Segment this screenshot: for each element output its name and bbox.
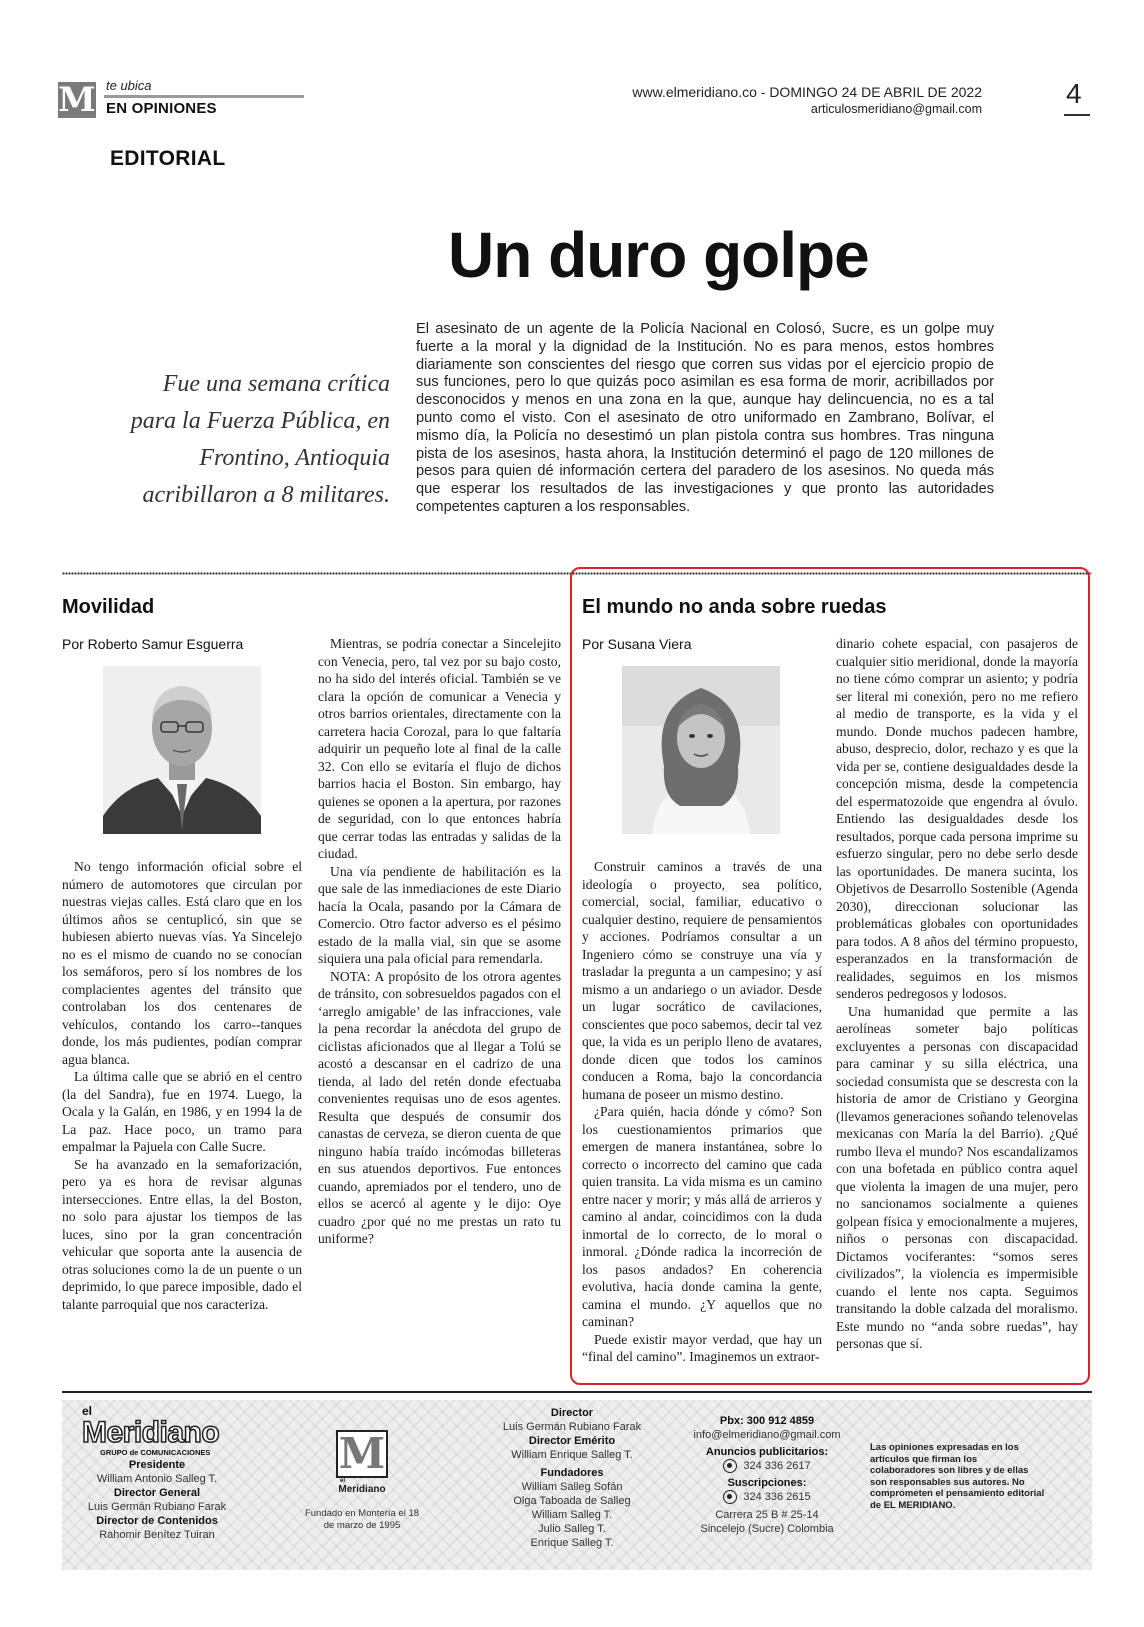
brand-name: Meridiano [82, 1416, 220, 1449]
director-emerito-label: Director Emérito [528, 1435, 616, 1447]
paragraph: Una humanidad que permite a las aerolíneas someter bajo políticas excluyentes a personas con discapacidad para caminar y su silla eléctrica, una sociedad consumista que se descresta con la historia de amor de Cristiano y Georgina (llevamos generaciones soñando telenovelas mexicanas con María la del Barrio). ¿Qué rumbo lleva el mundo? Nos escandalizamos con una bofetada en público contra aquel que violenta la imagen de una mujer, pero no sancionamos socialmente a quienes golpean física y emocionalmente a mujeres, niños o personas con discapacidad. Dictamos vociferantes: “somos seres civilizados”, la violencia es impermisible cuando el lente nos capta. Seguimos transitando la doble calzada del moralismo. Este mundo no “anda sobre ruedas”, hay personas que sí. [836, 1003, 1078, 1351]
editorial-body: El asesinato de un agente de la Policía Nacional en Colosó, Sucre, es un golpe muy fuerte a la moral y la dignidad de la Institución. No es para menos, estos hombres diariamente son conscientes del riesgo que corren sus vidas por el ejercicio propio de sus funciones, pero lo que quizás poco asimilan es esa forma de morir, acribillados por desconocidos y menos en una zona en la que, aunque hay delincuencia, no es a tal punto como el visto. Con el asesinato de otro uniformado en Zambrano, Bolívar, el mismo día, la Policía no desestimó un plan pistola contra sus hombres. Tras ninguna pista de los asesinos, hasta ahora, la Institución determinó el pago de 120 millones de pesos para quien dé información certera del paradero de los asesinos. No queda más que esperar los resultados de las investigaciones y que pronto las autoridades competentes capturen a los responsables. [416, 321, 994, 515]
fundador: William Salleg Sofán [521, 1481, 623, 1493]
footer-staff-left [72, 1458, 242, 1542]
presidente-label: Presidente [128, 1459, 186, 1471]
contact-email[interactable]: articulosmeridiano@gmail.com [810, 102, 982, 116]
article-column-mundo-1 [582, 858, 822, 1366]
whatsapp-icon [723, 1459, 737, 1473]
article-title-mundo: El mundo no anda sobre ruedas [582, 596, 887, 618]
presidente-name: William Antonio Salleg T. [96, 1473, 218, 1485]
address-line-1: Carrera 25 B # 25-14 [715, 1509, 819, 1522]
footer-masthead [62, 1400, 1092, 1570]
article-title-movilidad: Movilidad [62, 596, 155, 618]
fundadores-label: Fundadores [540, 1467, 604, 1479]
site-and-date: www.elmeridiano.co - DOMINGO 24 DE ABRIL DE 2022 [632, 84, 982, 100]
director-general-label: Director General [113, 1487, 201, 1499]
footer-rule [62, 1391, 1092, 1393]
director-emerito-name: William Enrique Salleg T. [511, 1449, 633, 1461]
suscripciones-label: Suscripciones: [727, 1477, 807, 1490]
pull-quote: Fue una semana crítica para la Fuerza Pública, en Frontino, Antioquia acribillaron a 8 militares. [130, 371, 390, 508]
masthead-logo: M [58, 80, 96, 120]
footer-contact [672, 1414, 862, 1536]
footer-logo-name: Meridiano [338, 1484, 386, 1495]
page-number-rule [1064, 114, 1090, 116]
director-general-name: Luis Germán Rubiano Farak [87, 1501, 227, 1513]
byline-roberto: Por Roberto Samur Esguerra [62, 636, 244, 652]
author-photo-roberto [103, 666, 261, 834]
te-ubica-tagline: te ubica [106, 78, 152, 93]
anuncios-label: Anuncios publicitarios: [705, 1446, 829, 1458]
suscripciones-phone[interactable]: 324 336 2615 [743, 1491, 811, 1504]
footer-logo-el: el [340, 1478, 346, 1484]
header-dateline [632, 84, 982, 116]
header-rule [104, 95, 304, 98]
fundado-text: Fundado en Montería el 18 de marzo de 1995 [304, 1508, 420, 1531]
article-column-movilidad-2 [318, 635, 561, 1248]
address-line-2: Sincelejo (Sucre) Colombia [700, 1523, 834, 1536]
paragraph: La última calle que se abrió en el centro (la del Sandra), fue en 1974. Luego, la Ocala y la Galán, en 1986, y en 1994 la de La paz. Hace poco, un tramo para empalmar la Pajuela con Calle Sucre. [62, 1069, 302, 1154]
footer-logo-m: M [336, 1430, 388, 1478]
paragraph: Construir caminos a través de una ideología o proyecto, sea político, comercial, social, familiar, educativo o cualquier destino, requiere de pensamientos y acciones. Podríamos consultar a un Ingeniero cómo se construye una vía y trasladar la pregunta a un campesino; y así mismo a un andariego o un aviador. Desde un lugar socrático de cavilaciones, conscientes que poco sabemos, decir tal vez que, la vida es un periplo lleno de avatares, donde dicen que todos los caminos conducen a Roma, bajo la concordancia humana de poseer un mismo destino. [582, 859, 822, 1102]
paragraph: Se ha avanzado en la semaforización, pero ya es hora de revisar algunas intersecciones. Entre ellas, la del Boston, no solo para ajustar los tiempos de las luces, sino por la gran concentración vehicular que soporta ante la ausencia de otras soluciones como la de un puente o un deprimido, lo que parece imposible, dado el talante parroquial que nos caracteriza. [62, 1156, 302, 1312]
footer-staff-center [482, 1406, 662, 1550]
brand-el: el [82, 1404, 93, 1418]
portrait-man-icon [103, 666, 261, 834]
paragraph: dinario cohete espacial, con pasajeros de cualquier sitio meridional, donde la mayoría no tiene cómo comprar un asiento; y podría ser literal mi conexión, pero no me refiero al medio de transporte, es la vida y el mundo. Donde muchos padecen hambre, abuso, desprecio, dolor, rechazo y es que la vida per se, contiene desigualdades desde la concepción misma, desde la competencia del espermatozoide que engendra al óvulo. Entiendo las desigualdades desde los resultados, porque cada persona imprime su esfuerzo singular, pero no debe serlo desde las oportunidades. De manera sucinta, los Objetivos de Desarrollo Sostenible (Agenda 2030), direccionan solucionar las problemáticas globales con oportunidades para todos. A 8 años del término propuesto, esperanzados en la transformación de realidades, seguimos en los mismos senderos pedregosos y lodosos. [836, 636, 1078, 1001]
article-column-mundo-2 [836, 635, 1078, 1353]
pbx[interactable]: Pbx: 300 912 4859 [719, 1415, 815, 1427]
author-photo-susana [622, 666, 780, 834]
paragraph: NOTA: A propósito de los otrora agentes de tránsito, con sobresueldos pagados con el ‘arreglo amigable’ de las infracciones, vale la pena recordar la anécdota del grupo de ciclistas aficionados que al llegar a Tolú se acostó a descansar en el cadrizo de una tienda, al lado del retén donde efectuaba convenientes requisas uno de esos agentes. Resulta que después de consumir dos canastas de cerveza, se dieron cuenta de que ninguno había traído incómodas billeteras en sus atuendos deportivos. Fue entonces cuando, apremiados por el tendero, uno de ellos se acercó al agente y le dijo: Oye cuadro ¿por qué no me prestas un rato tu uniforme? [318, 968, 561, 1246]
director-contenidos-label: Director de Contenidos [96, 1515, 218, 1527]
paragraph: No tengo información oficial sobre el número de automotores que circulan por nuestras viejas calles. Está claro que en los últimos años se centuplicó, sin que se hubiesen abierto nuevas vías. Ya Sincelejo no es el mismo de cuando no se conocían los semáforos, pero sí los nombres de los complacientes agentes del tránsito que controlaban los dos centenares de vehículos, contando los carro--tanques donde, los más pudientes, podían comprar agua blanca. [62, 859, 302, 1067]
info-email[interactable]: info@elmeridiano@gmail.com [693, 1429, 841, 1441]
director-name: Luis Germán Rubiano Farak [502, 1421, 642, 1433]
footer-disclaimer: Las opiniones expresadas en los artículos que firman los colaboradores son libres y de ellas son responsables sus autores. No comprometen el pensamiento editorial de EL MERIDIANO. [870, 1442, 1045, 1511]
fundador: Olga Taboada de Salleg [513, 1495, 631, 1507]
paragraph: Puede existir mayor verdad, que hay un “final del camino”. Imaginemos un extraor- [582, 1331, 822, 1364]
article-column-movilidad-1 [62, 858, 302, 1313]
section-group-label: EN OPINIONES [106, 100, 217, 117]
paragraph: Una vía pendiente de habilitación es la que sale de las inmediaciones de este Diario hacía la Ocala, pasando por la Cámara de Comercio. Otro factor adverso es el pésimo estado de la malla vial, sin que se asome siquiera una pala oficial para remendarla. [318, 863, 561, 966]
editorial-headline: Un duro golpe [448, 219, 869, 291]
footer-logo [334, 1430, 390, 1495]
director-label: Director [550, 1407, 594, 1419]
portrait-woman-icon [622, 666, 780, 834]
fundador: Julio Salleg T. [538, 1523, 606, 1535]
fundador: Enrique Salleg T. [530, 1537, 614, 1549]
footer-brand [82, 1404, 219, 1457]
whatsapp-icon [723, 1490, 737, 1504]
page-number: 4 [1066, 78, 1082, 109]
byline-susana: Por Susana Viera [582, 636, 692, 652]
anuncios-phone[interactable]: 324 336 2617 [743, 1460, 811, 1472]
director-contenidos-name: Rahomir Benítez Tuiran [99, 1529, 215, 1541]
brand-sub: GRUPO de COMUNICACIONES [100, 1448, 211, 1457]
fundador: William Salleg T. [531, 1509, 613, 1521]
paragraph: ¿Para quién, hacia dónde y cómo? Son los cuestionamientos primarios que emergen de manera instantánea, sobre lo correcto o incorrecto del camino que cada quien transita. La vida misma es un camino entre nacer y morir; y más allá de arrieros y camino al andar, coincidimos con la duda inmortal de lo correcto, de lo moral o inmoral. ¿Dónde radica la incorreción de los pasos andados? En coherencia evolutiva, hacia donde camina la gente, camina el mundo. ¿Y aquellos que no caminan? [582, 1104, 822, 1329]
section-label: EDITORIAL [110, 147, 226, 170]
paragraph: Mientras, se podría conectar a Sincelejito con Venecia, pero, tal vez por su bajo costo, no ha sido del interés oficial. También se ve clara la opción de comunicar a Venecia y otros barrios orientales, directamente con la carretera hacia Corozal, para lo que faltaría adquirir un pequeño lote al final de la calle 32. Con ello se evitaría el flujo de dichos barrios hacia el Boston. Sin embargo, hay quienes se oponen a la apertura, por razones de seguridad, con lo que entonces habría que cerrar todas las entradas y salidas de la ciudad. [318, 636, 561, 861]
